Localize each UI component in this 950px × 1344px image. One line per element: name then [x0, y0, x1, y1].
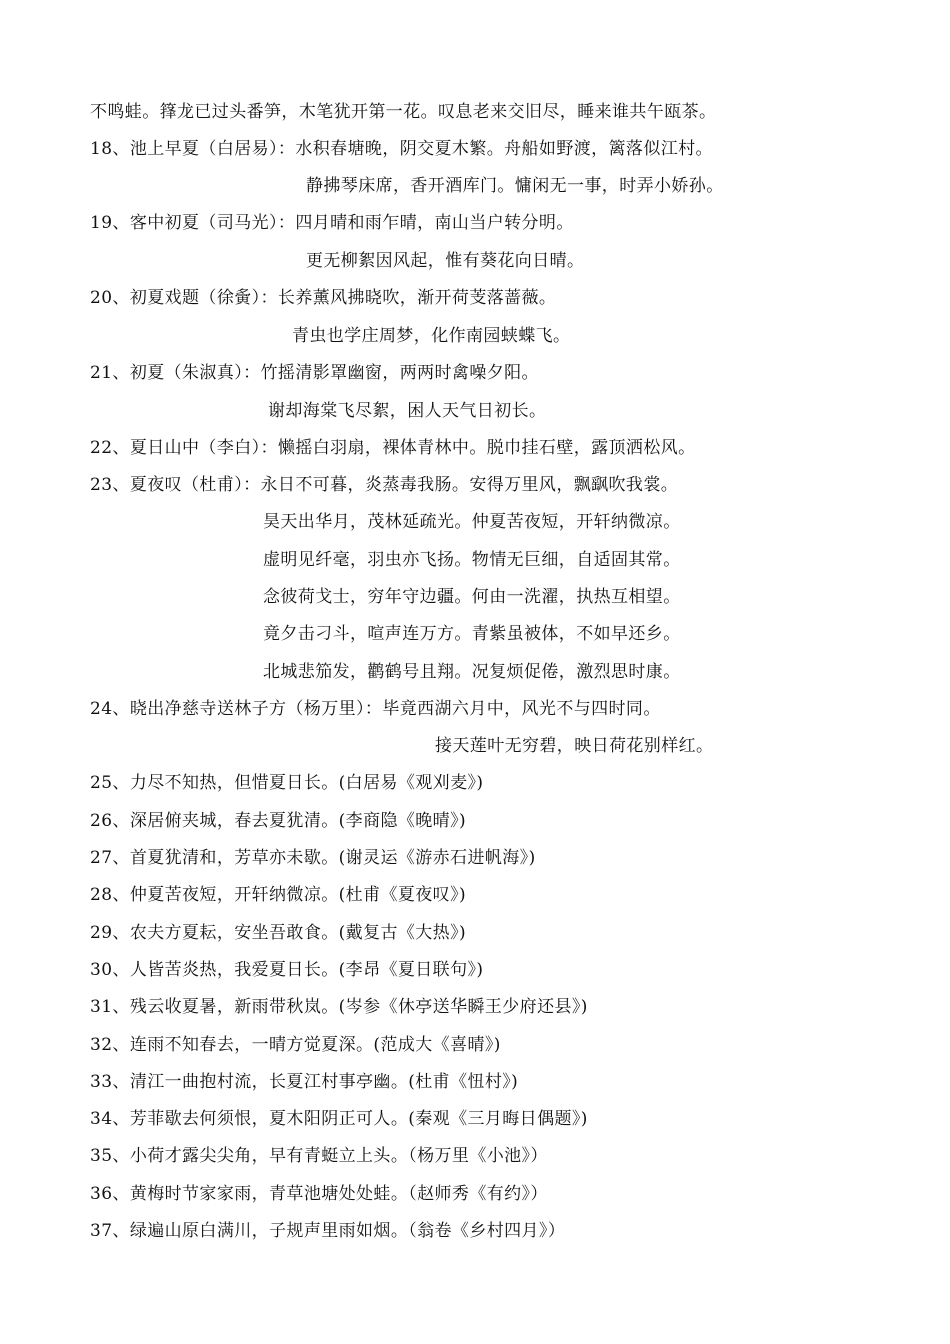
text-line: 21、初夏（朱淑真）：竹摇清影罩幽窗，两两时禽噪夕阳。 — [90, 363, 539, 383]
text-line: 虚明见纤毫，羽虫亦飞扬。物情无巨细，自适固其常。 — [263, 550, 681, 570]
text-line: 26、深居俯夹城，春去夏犹清。(李商隐《晚晴》) — [90, 811, 466, 831]
text-line: 23、夏夜叹（杜甫）：永日不可暮，炎蒸毒我肠。安得万里风，飘飖吹我裳。 — [90, 475, 679, 495]
text-line: 谢却海棠飞尽絮，困人天气日初长。 — [268, 401, 547, 421]
text-line: 34、芳菲歇去何须恨，夏木阳阴正可人。(秦观《三月晦日偶题》) — [90, 1109, 588, 1129]
text-line: 28、仲夏苦夜短，开轩纳微凉。(杜甫《夏夜叹》) — [90, 885, 466, 905]
text-line: 18、池上早夏（白居易）：水积春塘晚，阴交夏木繁。舟船如野渡，篱落似江村。 — [90, 139, 713, 159]
text-line: 青虫也学庄周梦，化作南园蛱蝶飞。 — [292, 326, 571, 346]
text-line: 36、黄梅时节家家雨，青草池塘处处蛙。（赵师秀《有约》） — [90, 1184, 548, 1204]
text-line: 35、小荷才露尖尖角，早有青蜓立上头。（杨万里《小池》） — [90, 1146, 548, 1166]
text-line: 静拂琴床席，香开酒库门。慵闲无一事，时弄小娇孙。 — [306, 176, 724, 196]
text-line: 25、力尽不知热，但惜夏日长。(白居易《观刈麦》) — [90, 773, 484, 793]
text-line: 北城悲笳发，鹳鹤号且翔。况复烦促倦，激烈思时康。 — [263, 662, 681, 682]
text-line: 更无柳絮因风起，惟有葵花向日晴。 — [306, 251, 585, 271]
text-line: 22、夏日山中（李白）：懒摇白羽扇，裸体青林中。脱巾挂石壁，露顶洒松风。 — [90, 438, 696, 458]
text-line: 不鸣蛙。箨龙已过头番笋，木笔犹开第一花。叹息老来交旧尽，睡来谁共午瓯茶。 — [90, 102, 717, 122]
text-line: 竟夕击刁斗，喧声连万方。青紫虽被体，不如早还乡。 — [263, 624, 681, 644]
text-line: 29、农夫方夏耘，安坐吾敢食。(戴复古《大热》) — [90, 923, 466, 943]
text-line: 33、清江一曲抱村流，长夏江村事亭幽。(杜甫《忸村》) — [90, 1072, 519, 1092]
text-line: 24、晓出净慈寺送林子方（杨万里）：毕竟西湖六月中，风光不与四时同。 — [90, 699, 661, 719]
text-line: 30、人皆苦炎热，我爱夏日长。(李昂《夏日联句》) — [90, 960, 484, 980]
text-line: 20、初夏戏题（徐夤）：长养薰风拂晓吹，渐开荷芰落蔷薇。 — [90, 288, 557, 308]
text-line: 接天莲叶无穷碧，映日荷花别样红。 — [435, 736, 714, 756]
text-line: 27、首夏犹清和，芳草亦未歇。(谢灵运《游赤石进帆海》) — [90, 848, 536, 868]
text-line: 32、连雨不知春去，一晴方觉夏深。(范成大《喜晴》) — [90, 1035, 501, 1055]
text-line: 昊天出华月，茂林延疏光。仲夏苦夜短，开轩纳微凉。 — [263, 512, 681, 532]
text-line: 19、客中初夏（司马光）：四月晴和雨乍晴，南山当户转分明。 — [90, 213, 574, 233]
text-line: 念彼荷戈士，穷年守边疆。何由一洗濯，执热互相望。 — [263, 587, 681, 607]
text-line: 37、绿遍山原白满川，子规声里雨如烟。（翁卷《乡村四月》） — [90, 1221, 566, 1241]
text-line: 31、残云收夏暑，新雨带秋岚。(岑参《休亭送华瞬王少府还县》) — [90, 997, 588, 1017]
